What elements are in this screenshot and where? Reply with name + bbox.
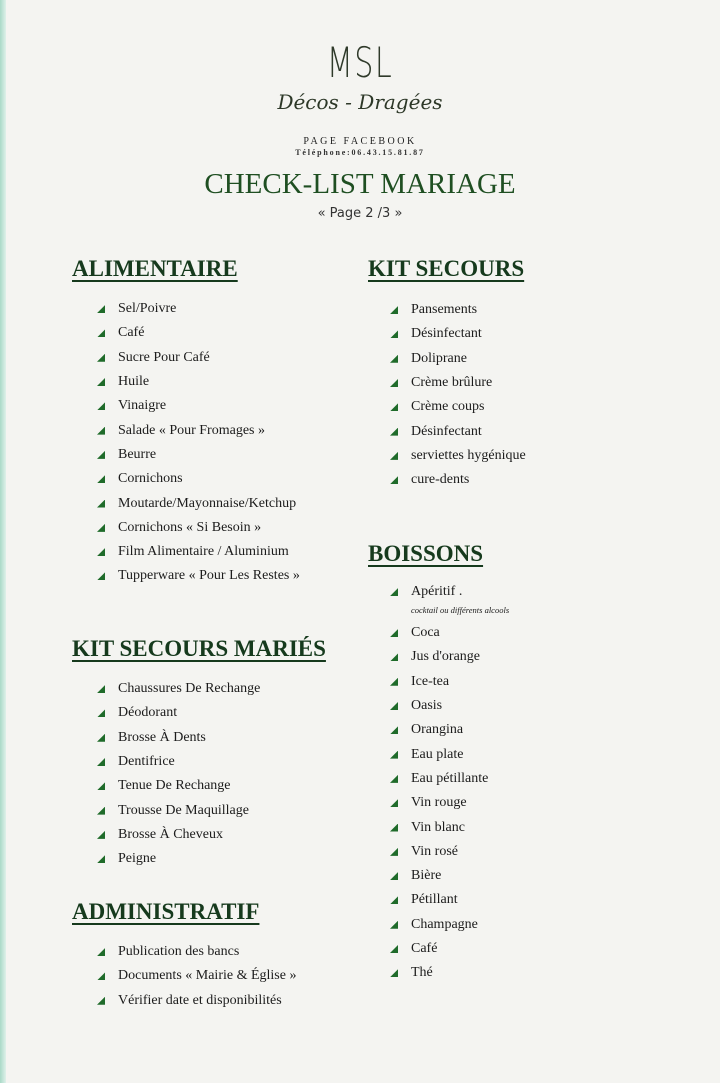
list-item <box>390 767 488 791</box>
list-item <box>97 394 300 418</box>
list-item <box>390 742 488 766</box>
bullet-icon <box>97 855 105 863</box>
list-item <box>97 491 300 515</box>
list-item <box>97 540 300 564</box>
bullet-icon <box>97 451 105 459</box>
page-number: « Page 2 /3 » <box>317 206 403 221</box>
item-label: Dentifrice <box>118 754 175 770</box>
item-label: Bière <box>411 868 442 884</box>
section-title-kit-maries: KIT SECOURS MARIÉS <box>72 636 326 661</box>
bullet-icon <box>390 403 398 411</box>
list-item <box>97 940 296 964</box>
section-title-boissons: BOISSONS <box>368 541 484 566</box>
bullet-icon <box>390 799 398 807</box>
list-item <box>97 798 260 822</box>
bullet-icon <box>97 948 105 956</box>
item-label: cure-dents <box>411 472 470 488</box>
list-item <box>97 677 260 701</box>
item-label: Thé <box>411 965 433 981</box>
item-label: Film Alimentaire / Aluminium <box>118 544 289 560</box>
list-item <box>390 580 509 604</box>
item-label: Pétillant <box>411 892 458 908</box>
item-label: Eau pétillante <box>411 770 489 786</box>
bullet-icon <box>97 734 105 742</box>
bullet-icon <box>390 921 398 929</box>
list-item <box>390 322 526 346</box>
bullet-icon <box>97 997 105 1005</box>
item-label: Sel/Poivre <box>118 301 177 317</box>
list-administratif <box>97 940 296 1013</box>
list-item <box>97 847 260 871</box>
item-label: Sucre Pour Café <box>118 349 210 365</box>
bullet-icon <box>97 758 105 766</box>
bullet-icon <box>390 306 398 314</box>
list-kit-maries <box>97 677 260 871</box>
list-item <box>97 346 300 370</box>
list-item <box>97 750 260 774</box>
item-label: serviettes hygénique <box>411 447 526 463</box>
bullet-icon <box>390 330 398 338</box>
item-label: Orangina <box>411 722 464 738</box>
item-label: Crème coups <box>411 399 485 415</box>
bullet-icon <box>390 355 398 363</box>
bullet-icon <box>390 452 398 460</box>
list-item <box>390 961 488 985</box>
item-label: Beurre <box>118 446 157 462</box>
item-label: Désinfectant <box>411 423 482 439</box>
list-item <box>97 443 300 467</box>
list-boissons <box>390 621 488 985</box>
list-item <box>97 701 260 725</box>
bullet-icon <box>97 329 105 337</box>
bullet-icon <box>97 427 105 435</box>
bullet-icon <box>390 775 398 783</box>
bullet-icon <box>97 500 105 508</box>
item-label: Café <box>118 325 145 341</box>
item-label: Brosse À Dents <box>118 729 206 745</box>
item-label: Tenue De Rechange <box>118 778 231 794</box>
bullet-icon <box>390 824 398 832</box>
list-item <box>390 815 488 839</box>
bullet-icon <box>390 702 398 710</box>
item-label: Champagne <box>411 916 478 932</box>
section-kit-maries <box>72 636 326 662</box>
section-title-kit-secours: KIT SECOURS <box>368 256 525 281</box>
bullet-icon <box>390 588 398 596</box>
list-item <box>97 418 300 442</box>
list-item <box>390 913 488 937</box>
section-administratif <box>72 899 259 925</box>
list-item <box>97 564 300 588</box>
bullet-icon <box>390 896 398 904</box>
bullet-icon <box>97 972 105 980</box>
list-item <box>390 371 526 395</box>
section-kit-secours <box>368 256 524 282</box>
section-alimentaire <box>72 256 238 282</box>
bullet-icon <box>97 548 105 556</box>
bullet-icon <box>97 831 105 839</box>
bullet-icon <box>97 782 105 790</box>
bullet-icon <box>97 402 105 410</box>
item-label: Eau plate <box>411 746 464 762</box>
item-label: Café <box>411 941 438 956</box>
page-edge-decoration <box>0 0 6 1083</box>
item-label: Huile <box>118 374 150 390</box>
item-label: Jus d'orange <box>411 649 481 665</box>
bullet-icon <box>97 807 105 815</box>
item-label: Oasis <box>411 698 443 714</box>
item-label: Moutarde/Mayonnaise/Ketchup <box>118 495 297 511</box>
list-item <box>390 791 488 815</box>
list-item <box>97 989 296 1013</box>
list-item <box>390 444 526 468</box>
bullet-icon <box>390 379 398 387</box>
item-label: Publication des bancs <box>118 944 240 960</box>
item-label: Coca <box>411 625 440 641</box>
list-item <box>390 468 526 492</box>
item-label: Cornichons <box>118 471 183 487</box>
page-title: CHECK-LIST MARIAGE <box>204 168 516 200</box>
list-item <box>97 321 300 345</box>
item-label: Crème brûlure <box>411 375 493 391</box>
item-label: Salade « Pour Fromages » <box>118 422 265 438</box>
boissons-first-block <box>390 580 509 616</box>
list-item <box>97 964 296 988</box>
bullet-icon <box>97 572 105 580</box>
phone-number: Téléphone:06.43.15.81.87 <box>295 148 425 157</box>
list-item <box>390 347 526 371</box>
list-item <box>390 670 488 694</box>
bullet-icon <box>97 475 105 483</box>
list-item <box>390 937 488 961</box>
item-label: Vinaigre <box>118 398 167 414</box>
item-label: Vin blanc <box>411 819 465 835</box>
list-item <box>390 694 488 718</box>
bullet-icon <box>390 848 398 856</box>
logo-main-text: MSL <box>326 38 394 87</box>
item-label: Pansements <box>411 302 478 318</box>
logo-script-text: Décos - Dragées <box>277 90 443 114</box>
list-item <box>390 621 488 645</box>
list-item <box>390 718 488 742</box>
bullet-icon <box>390 428 398 436</box>
item-label: Cornichons « Si Besoin » <box>118 519 262 535</box>
list-alimentaire <box>97 297 300 589</box>
item-label: Vin rosé <box>411 843 458 859</box>
item-label: Brosse À Cheveux <box>118 826 223 842</box>
bullet-icon <box>390 653 398 661</box>
item-label: Peigne <box>118 851 157 867</box>
item-label: Ice-tea <box>411 673 450 689</box>
list-item <box>390 888 488 912</box>
list-item <box>390 645 488 669</box>
list-item <box>390 395 526 419</box>
item-note: cocktail ou différents alcools <box>411 605 510 616</box>
bullet-icon <box>390 726 398 734</box>
bullet-icon <box>390 969 398 977</box>
item-label: Vin rouge <box>411 795 467 811</box>
item-label: Apéritif . <box>411 584 463 600</box>
bullet-icon <box>390 476 398 484</box>
list-item <box>390 864 488 888</box>
bullet-icon <box>97 378 105 386</box>
list-item <box>97 297 300 321</box>
bullet-icon <box>390 629 398 637</box>
bullet-icon <box>97 709 105 717</box>
list-item <box>97 774 260 798</box>
list-item <box>390 840 488 864</box>
item-label: Désinfectant <box>411 326 482 342</box>
facebook-label: PAGE FACEBOOK <box>303 136 417 147</box>
section-boissons <box>368 541 483 567</box>
section-title-alimentaire: ALIMENTAIRE <box>72 256 238 281</box>
item-label: Trousse De Maquillage <box>118 802 249 818</box>
item-label: Doliprane <box>411 350 467 366</box>
bullet-icon <box>390 945 398 953</box>
bullet-icon <box>97 685 105 693</box>
list-item <box>97 823 260 847</box>
item-label: Chaussures De Rechange <box>118 681 261 697</box>
list-item <box>97 516 300 540</box>
bullet-icon <box>97 524 105 532</box>
list-item <box>97 467 300 491</box>
item-label: Documents « Mairie & Église » <box>118 968 297 984</box>
item-label: Vérifier date et disponibilités <box>118 992 282 1008</box>
item-label: Tupperware « Pour Les Restes » <box>118 568 300 584</box>
list-kit-secours <box>390 298 526 492</box>
list-item <box>390 419 526 443</box>
bullet-icon <box>97 305 105 313</box>
bullet-icon <box>390 872 398 880</box>
item-label: Déodorant <box>118 705 178 721</box>
bullet-icon <box>97 354 105 362</box>
list-item <box>97 726 260 750</box>
bullet-icon <box>390 678 398 686</box>
list-item <box>97 370 300 394</box>
section-title-administratif: ADMINISTRATIF <box>72 899 260 924</box>
bullet-icon <box>390 751 398 759</box>
list-item <box>390 298 526 322</box>
